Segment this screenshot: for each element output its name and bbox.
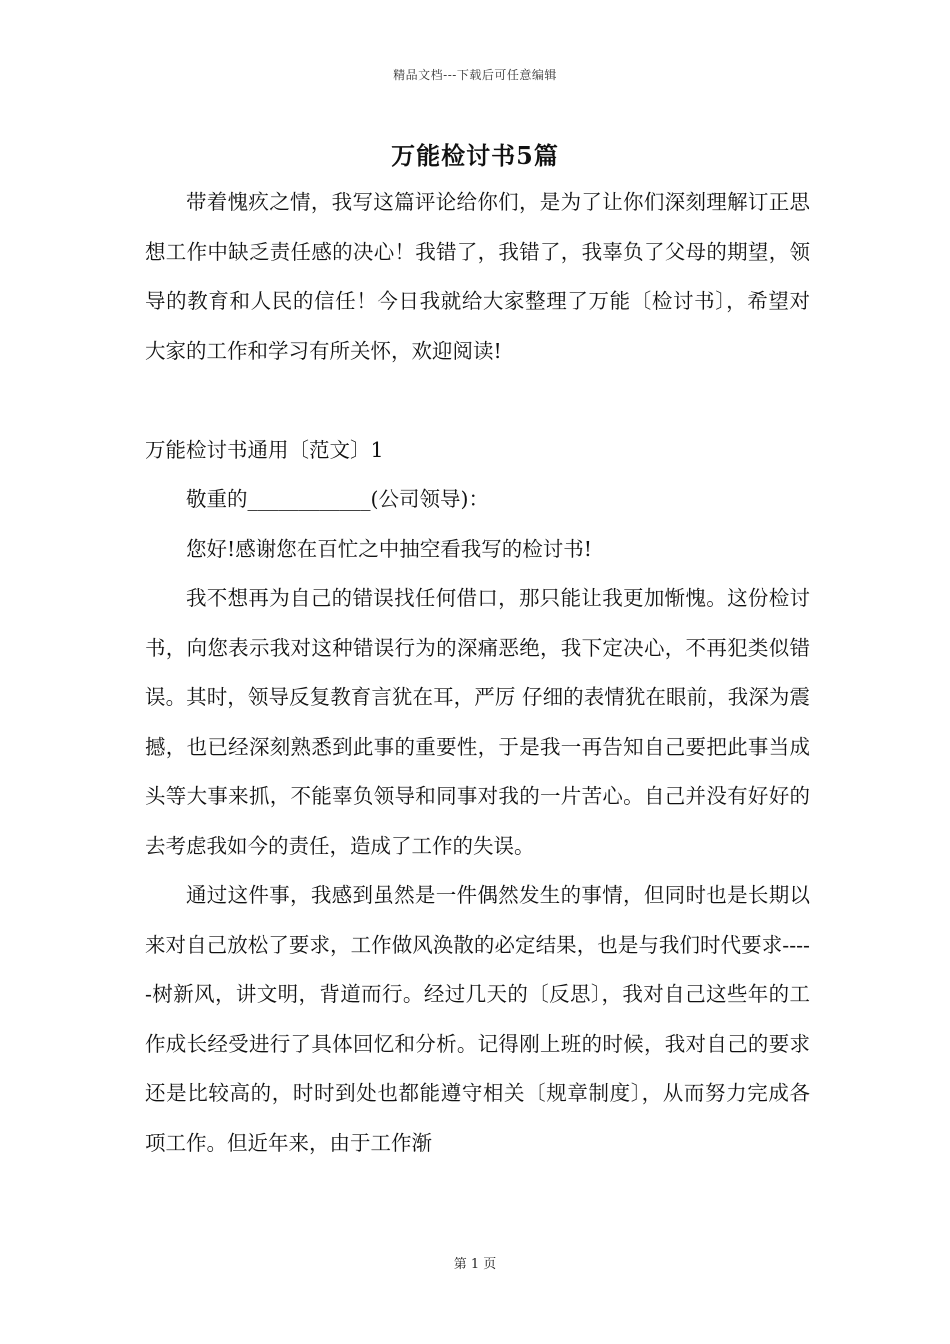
document-body (145, 178, 810, 1168)
body-paragraph-1: 我不想再为自己的错误找任何借口，那只能让我更加惭愧。这份检讨书，向您表示我对这种错误行为的深痛恶绝，我下定决心，不再犯类似错误。其时，领导反复教育言犹在耳，严厉 仔细的表情犹在眼前，我深为震撼，也已经深刻熟悉到此事的重要性，于是我一再告知自己要把此事当成头等大事来抓，不能辜负领导和同事对我的一片苦心。自己并没有好好的去考虑我如今的责任，造成了工作的失误。 (145, 586, 810, 858)
intro-paragraph: 带着愧疚之情，我写这篇评论给你们，是为了让你们深刻理解订正思想工作中缺乏责任感的决心！我错了，我错了，我辜负了父母的期望，领导的教育和人民的信任！今日我就给大家整理了万能〔检讨书〕，希望对大家的工作和学习有所关怀，欢迎阅读! (145, 190, 810, 363)
greeting-line: 您好!感谢您在百忙之中抽空看我写的检讨书! (186, 536, 592, 561)
section-heading: 万能检讨书通用〔范文〕1 (145, 437, 384, 462)
body-paragraph-2: 通过这件事，我感到虽然是一件偶然发生的事情，但同时也是长期以来对自己放松了要求，工作做风涣散的必定结果，也是与我们时代要求-----树新风，讲文明，背道而行。经过几天的〔反思〕，我对自己这些年的工作成长经受进行了具体回忆和分析。记得刚上班的时候，我对自己的要求还是比较高的，时时到处也都能遵守相关〔规章制度〕，从而努力完成各项工作。但近年来，由于工作渐 (145, 883, 810, 1155)
page-header: 精品文档---下载后可任意编辑 (393, 68, 557, 82)
page-number: 第 1 页 (453, 1257, 497, 1272)
document-title: 万能检讨书5篇 (391, 141, 559, 170)
salutation-line: 敬重的____________(公司领导)： (186, 487, 489, 511)
